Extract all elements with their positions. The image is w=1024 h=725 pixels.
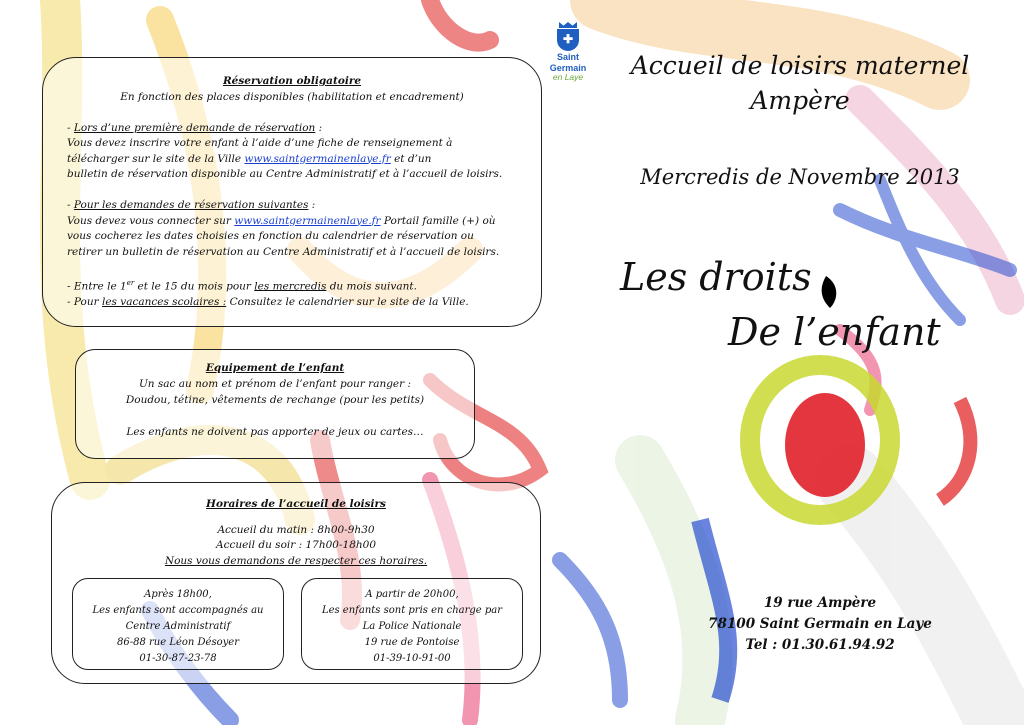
first-line-2-text: télécharger sur le site de la Ville <box>67 152 245 165</box>
cover-subtitle: Mercredis de Novembre 2013 <box>640 165 960 189</box>
first-line-3: bulletin de réservation disponible au Centre Administratif et à l’accueil de loisirs. <box>67 168 503 180</box>
between-post: du mois suivant. <box>326 280 417 292</box>
first-request-block: - Lors d’une première demande de réservation : Vous devez inscrire votre enfant à l’aide d’une fiche de renseignement à télécharger sur le site de la Ville www.saintgermainenlaye.fr et d’un bulletin de réservation disponible au Centre Administratif et à l’accueil de loisirs. - Pour les demandes de réservation suivantes : Vous devez vous connecter sur www.saintgermainenlaye.fr Portail famille (+) où vous cocherez les dates choisies en fonction du calendrier de réservation ou retirer un bulletin de réservation au Centre Administratif et à l’accueil de loisirs. - Entre le 1er et le 15 du mois pour les mercredis du mois suivant. - Pour les vacances scolaires : Consultez le calendrier sur le site de la Ville. <box>43 121 541 311</box>
first-line-1: Vous devez inscrire votre enfant à l’aide d’une fiche de renseignement à <box>67 137 453 149</box>
theme-line-2: De l’enfant <box>728 310 941 354</box>
hours-heading: Horaires de l’accueil de loisirs <box>206 498 386 510</box>
equipment-heading: Equipement de l’enfant <box>205 362 345 374</box>
hours-panel <box>51 482 541 684</box>
between-mid: et le 15 du mois pour <box>134 280 255 292</box>
equipment-panel <box>75 349 475 459</box>
equipment-line-3: Les enfants ne doivent pas apporter de jeux ou cartes… <box>126 426 424 438</box>
hours-evening: Accueil du soir : 17h00-18h00 <box>215 539 376 551</box>
next-request-colon: : <box>308 199 316 211</box>
holidays-underlined: les vacances scolaires : <box>101 295 227 308</box>
equipment-line-2: Doudou, tétine, vêtements de rechange (pour les petits) <box>125 394 425 406</box>
hours-respect: Nous vous demandons de respecter ces horaires. <box>164 554 428 567</box>
city-logo <box>543 22 593 84</box>
logo-text-saint: Saint <box>556 52 579 62</box>
next-line-2: vous cocherez les dates choisies en fonction du calendrier de réservation ou <box>67 230 474 242</box>
reservation-heading: Réservation obligatoire <box>222 75 362 87</box>
cover-title-line-2: Ampère <box>750 86 850 115</box>
next-line-3: retirer un bulletin de réservation au Centre Administratif et à l’accueil de loisirs. <box>67 245 500 258</box>
after20-line-1: A partir de 20h00, <box>365 589 459 600</box>
cover-title-line-1: Accueil de loisirs maternel <box>630 51 970 80</box>
logo-text-germain: Germain <box>549 63 587 73</box>
after20-line-5: 01-39-10-91-00 <box>373 653 451 664</box>
address-block <box>680 593 960 656</box>
equipment-line-1: Un sac au nom et prénom de l’enfant pour ranger : <box>138 378 412 390</box>
cover-title <box>600 48 1000 118</box>
after20-line-4: 19 rue de Pontoise <box>364 637 460 648</box>
site-link-portal[interactable]: www.saintgermainenlaye.fr <box>234 214 381 227</box>
after18-line-2: Les enfants sont accompagnés au <box>92 605 264 616</box>
between-dates-line <box>67 276 517 295</box>
reservation-panel <box>42 57 542 327</box>
after-20h-panel <box>301 578 523 670</box>
phone-line: Tel : 01.30.61.94.92 <box>745 637 895 653</box>
first-request-label: Lors d’une première demande de réservation <box>73 121 316 134</box>
theme-line-1: Les droits <box>620 255 812 299</box>
after20-line-2: Les enfants sont pris en charge par <box>321 605 503 616</box>
between-underlined: les mercredis <box>254 280 327 292</box>
holidays-pre: - Pour <box>67 295 102 308</box>
first-line-2-end: et d’un <box>390 152 432 165</box>
next-line-1-end: Portail famille (+) où <box>380 214 496 227</box>
holidays-post: Consultez le calendrier sur le site de la Ville. <box>226 295 469 308</box>
shield-icon: ✚ <box>557 29 579 51</box>
after18-line-5: 01-30-87-23-78 <box>139 653 217 664</box>
between-pre: - Entre le 1 <box>67 280 127 292</box>
after20-line-3: La Police Nationale <box>362 621 462 632</box>
after-18h-panel <box>72 578 284 670</box>
address-line-2: 78100 Saint Germain en Laye <box>708 616 932 632</box>
first-request-colon: : <box>315 121 323 134</box>
after18-line-1: Après 18h00, <box>144 589 212 600</box>
next-request-label: Pour les demandes de réservation suivantes <box>73 199 309 211</box>
next-line-1-text: Vous devez vous connecter sur <box>67 214 235 227</box>
holidays-line <box>67 295 517 311</box>
crown-icon <box>559 22 577 28</box>
after18-line-4: 86-88 rue Léon Désoyer <box>117 637 239 648</box>
hours-morning: Accueil du matin : 8h00-9h30 <box>217 523 375 536</box>
logo-text-enlaye: en Laye <box>552 72 584 82</box>
reservation-intro: En fonction des places disponibles (habilitation et encadrement) <box>120 90 464 103</box>
site-link[interactable]: www.saintgermainenlaye.fr <box>244 152 391 165</box>
between-sup: er <box>126 278 135 287</box>
address-line-1: 19 rue Ampère <box>763 595 877 611</box>
after18-line-3: Centre Administratif <box>125 621 231 632</box>
